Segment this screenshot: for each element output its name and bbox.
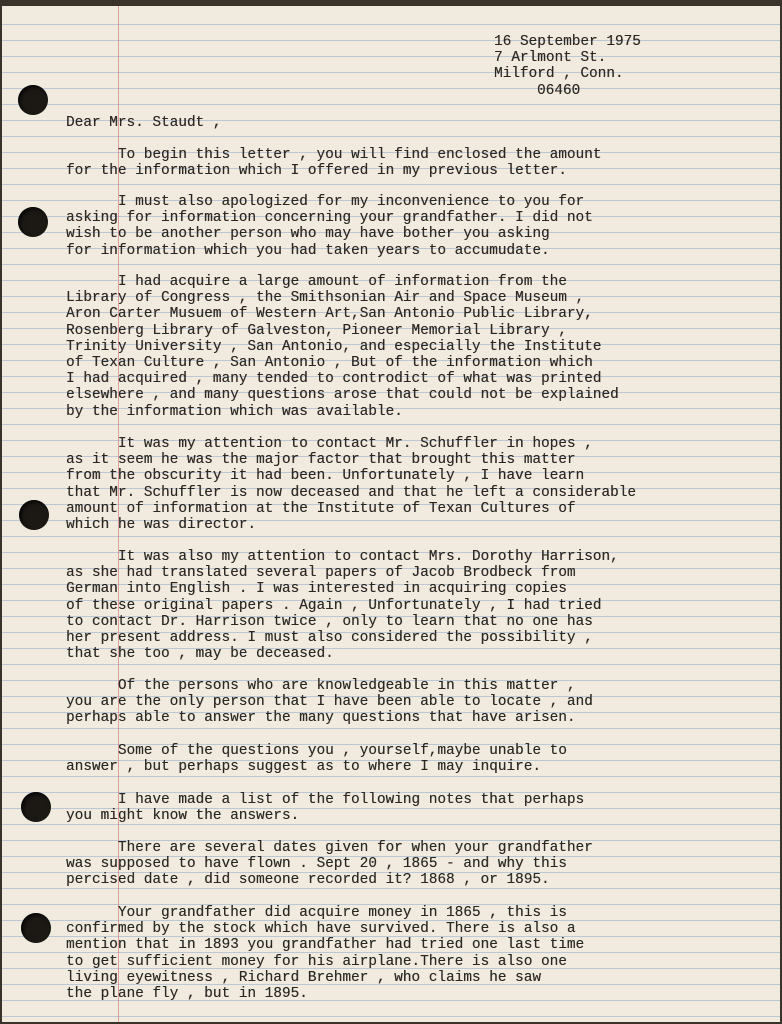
body-paragraph: Your grandfather did acquire money in 1865 , this is confirmed by the stock which have survived. There is also a mention that in 1893 you grandfather had tried one last time to get sufficient money for his airplane.There is also one living eyewitness , Richard Brehmer , who claims he saw the plane fly , but in 1895.	[66, 905, 585, 1003]
binder-hole	[18, 85, 48, 115]
letter-date: 16 September 1975	[494, 34, 641, 50]
binder-hole	[21, 913, 51, 943]
binder-hole	[18, 207, 48, 237]
address-street: 7 Arlmont St.	[494, 50, 607, 67]
body-paragraph: I must also apologized for my inconvenience to you for asking for information concerning your grandfather. I did not wish to be another person who may have bother you asking for information which you had taken years to accumudate.	[66, 194, 593, 259]
body-paragraph: I had acquire a large amount of information from the Library of Congress , the Smithsonian Air and Space Museum , Aron Carter Musuem of Western Art,San Antonio Public Library, Rosenberg Library of Galveston, Pioneer Memorial Library , Trinity University , San Antonio, and especially the Institute of Texan Culture , San Antonio , But of the information which I had acquired , many tended to controdict of what was printed elsewhere , and many questions arose that could not be explained by the information which was available.	[66, 274, 619, 420]
binder-hole	[19, 500, 49, 530]
salutation: Dear Mrs. Staudt ,	[66, 115, 222, 131]
address-city: Milford , Conn.	[494, 66, 624, 83]
address-zip: 06460	[537, 82, 581, 99]
body-paragraph: I have made a list of the following notes that perhaps you might know the answers.	[66, 792, 585, 825]
body-paragraph: It was my attention to contact Mr. Schuffler in hopes , as it seem he was the major factor that brought this matter from the obscurity it had been. Unfortunately , I have learn that Mr. Schuffler is now deceased and that he left a considerable amount of information at the Institute of Texan Cultures of which he was director.	[66, 436, 636, 534]
letter-page	[2, 6, 780, 1022]
body-paragraph: Some of the questions you , yourself,maybe unable to answer , but perhaps suggest as to where I may inquire.	[66, 743, 567, 776]
body-paragraph: To begin this letter , you will find enclosed the amount for the information which I offered in my previous letter.	[66, 147, 602, 180]
binder-hole	[21, 792, 51, 822]
body-paragraph: It was also my attention to contact Mrs. Dorothy Harrison, as she had translated several papers of Jacob Brodbeck from German into English . I was interested in acquiring copies of these original papers . Again , Unfortunately , I had tried to contact Dr. Harrison twice , only to learn that no one has her present address. I must also considered the possibility , that she too , may be deceased.	[66, 549, 619, 663]
body-paragraph: Of the persons who are knowledgeable in this matter , you are the only person that I have been able to locate , and perhaps able to answer the many questions that have arisen.	[66, 678, 593, 727]
body-paragraph: There are several dates given for when your grandfather was supposed to have flown . Sept 20 , 1865 - and why this percised date , did someone recorded it? 1868 , or 1895.	[66, 840, 593, 889]
sender-address-block	[494, 34, 641, 99]
